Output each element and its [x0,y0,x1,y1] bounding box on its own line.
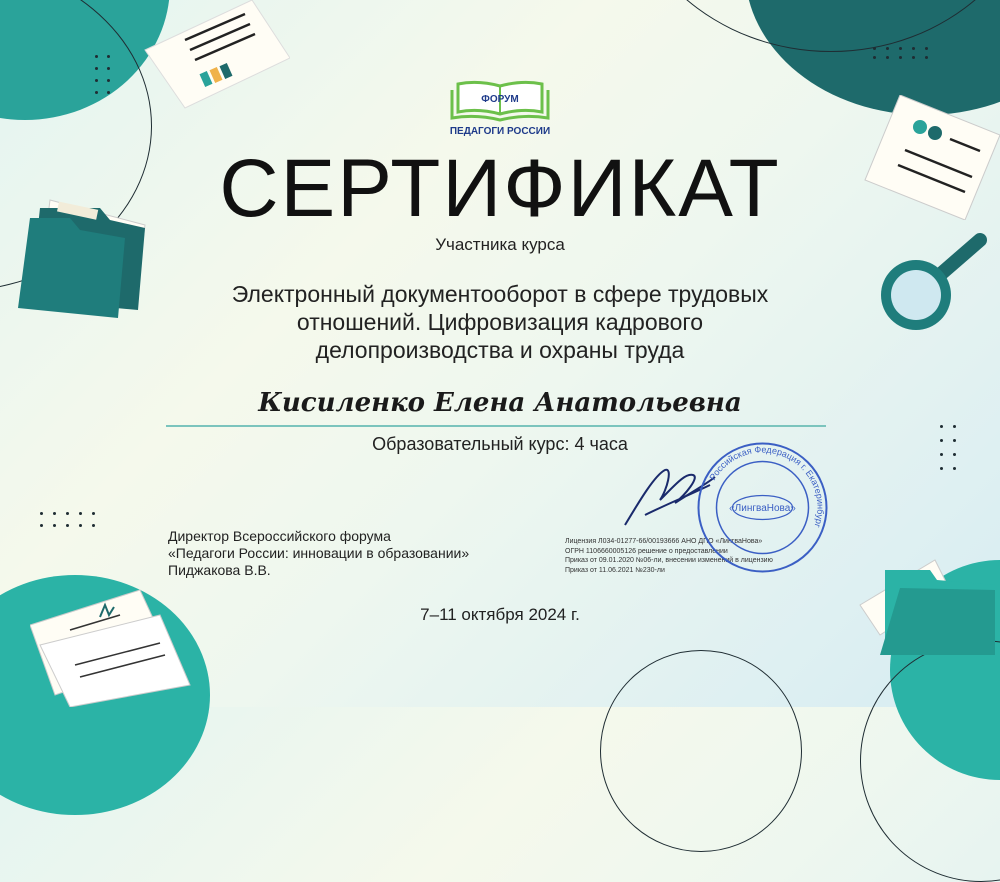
director-line: «Педагоги России: инновации в образовании» [168,545,470,561]
certificate-subtitle: Участника курса [435,235,565,254]
dot-grid-top-right [873,47,928,59]
course-hours: Образовательный курс: 4 часа [372,434,628,454]
course-name [0,280,1000,364]
name-underline [166,425,826,427]
stamp-center-text: «ЛингваНова» [729,503,796,514]
license-line: Лицензия Л034-01277-66/00193666 АНО ДПО «ЛингваНова» [565,538,763,545]
director-block [168,528,469,579]
certificate-title: СЕРТИФИКАТ [219,143,781,234]
outline-arc-bottom [600,650,802,852]
forum-logo [448,78,552,140]
document-chart-icon [140,0,290,110]
director-line: Пиджакова В.В. [168,562,271,578]
course-line: отношений. Цифровизация кадрового [296,309,704,335]
stamp-ring-text: Российская Федерация г. Екатеринбург [707,444,826,529]
outline-arc-bottom-right [860,640,1000,882]
logo-top-text: ФОРУМ [481,94,519,105]
dot-grid-top-left [95,55,110,94]
dot-grid-left [40,512,95,527]
recipient-name: Кисиленко Елена Анатольевна [258,388,742,418]
certificate-date: 7–11 октября 2024 г. [420,605,580,624]
folder-icon-right [855,550,1000,655]
director-line: Директор Всероссийского форума [168,528,391,544]
license-line: ОГРН 1106660005126 решение о предоставлении [565,547,728,555]
course-line: делопроизводства и охраны труда [315,337,685,363]
organization-stamp [695,440,830,575]
logo-bottom-text: ПЕДАГОГИ РОССИИ [449,126,551,137]
license-line: Приказ от 09.01.2020 №06-ли, внесении изменений в лицензию [565,557,773,564]
license-line: Приказ от 11.06.2021 №230-ли [565,566,665,574]
course-line: Электронный документооборот в сфере трудовых [231,281,769,307]
papers-icon-bottom-left [30,585,200,707]
